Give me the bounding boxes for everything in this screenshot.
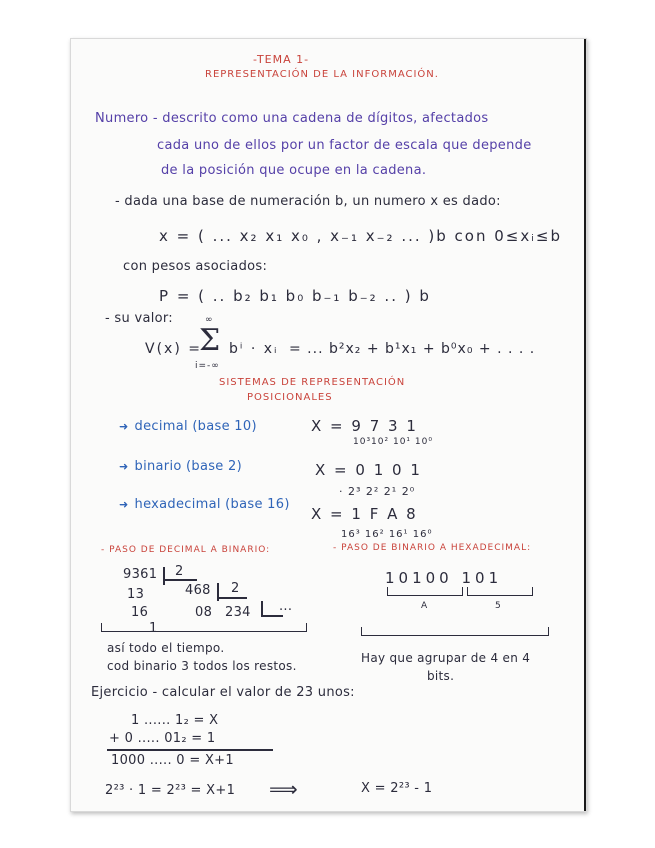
division-bar — [217, 597, 247, 599]
division-bar — [261, 615, 283, 617]
value-label: - su valor: — [105, 311, 173, 326]
system-label: decimal (base 10) — [134, 419, 257, 434]
bin-hex-note: Hay que agrupar de 4 en 4 — [361, 651, 531, 665]
dec-bin-title: - PASO DE DECIMAL A BINARIO: — [101, 545, 271, 555]
exercise-line: + 0 ..... 01₂ = 1 — [109, 731, 216, 746]
division-remainder: 08 — [195, 605, 213, 620]
page-title: -TEMA 1- — [253, 53, 310, 66]
system-weights: · 2³ 2² 2¹ 2⁰ — [339, 485, 416, 498]
system-example: X = 0 1 0 1 — [315, 461, 422, 479]
weights-label: con pesos asociados: — [123, 259, 268, 274]
division-dots: ... — [279, 599, 293, 614]
value-formula-lhs: V(x) = — [145, 341, 202, 357]
exercise-final: 2²³ · 1 = 2²³ = X+1 — [105, 783, 236, 798]
system-item — [119, 497, 290, 512]
binary-digits: 10100 101 — [385, 569, 503, 587]
x-formula: x = ( ... x₂ x₁ x₀ , x₋₁ x₋₂ ... )b con 0≤xᵢ≤b — [159, 227, 563, 245]
system-item — [119, 419, 257, 434]
sigma-icon: Σ — [199, 323, 221, 358]
system-weights: 10³10² 10¹ 10⁰ — [353, 437, 433, 447]
arrow-right-icon: ➜ — [119, 460, 129, 473]
exercise-line: 1000 ..... 0 = X+1 — [111, 753, 234, 768]
exercise-title: Ejercicio - calcular el valor de 23 unos: — [91, 685, 355, 700]
bin-hex-title: - PASO DE BINARIO A HEXADECIMAL: — [333, 543, 532, 553]
division-quotient: 468 — [185, 583, 211, 598]
system-label: hexadecimal (base 16) — [134, 497, 290, 512]
page-subtitle: REPRESENTACIÓN DE LA INFORMACIÓN. — [205, 69, 439, 80]
group-label: 5 — [495, 601, 502, 611]
page-edge — [584, 39, 586, 811]
system-item — [119, 459, 242, 474]
definition-line: cada uno de ellos por un factor de escala que depende — [157, 138, 532, 153]
sigma-bottom: i=-∞ — [195, 361, 220, 371]
notebook-page — [70, 38, 587, 812]
division-divisor: 2 — [231, 581, 240, 596]
division-line: 1 — [149, 621, 158, 636]
implies-arrow-icon: ⟹ — [269, 777, 298, 801]
division-bar — [163, 567, 165, 585]
definition-line: de la posición que ocupe en la cadena. — [161, 163, 427, 178]
exercise-result: X = 2²³ - 1 — [361, 781, 433, 796]
p-formula: P = ( .. b₂ b₁ b₀ b₋₁ b₋₂ .. ) b — [159, 287, 431, 305]
group-bracket — [467, 587, 533, 596]
system-weights: 16³ 16² 16¹ 16⁰ — [341, 529, 433, 540]
division-quotient: 234 — [225, 605, 251, 620]
base-statement: - dada una base de numeración b, un numero x es dado: — [115, 194, 501, 209]
arrow-right-icon: ➜ — [119, 498, 129, 511]
division-divisor: 2 — [175, 564, 184, 579]
dec-bin-note: cod binario 3 todos los restos. — [107, 659, 297, 673]
system-example: X = 9 7 3 1 — [311, 417, 418, 435]
group-bracket — [387, 587, 463, 596]
division-dividend: 9361 — [123, 567, 158, 582]
group-bracket — [361, 627, 549, 636]
system-example: X = 1 F A 8 — [311, 505, 418, 523]
division-line: 16 — [131, 605, 149, 620]
exercise-line: 1 ...... 1₂ = X — [131, 713, 219, 728]
value-formula-term: bⁱ · xᵢ — [229, 341, 279, 357]
system-label: binario (base 2) — [134, 459, 242, 474]
systems-title: POSICIONALES — [247, 392, 333, 403]
remainder-bracket — [101, 623, 307, 632]
systems-title: SISTEMAS DE REPRESENTACIÓN — [219, 377, 406, 388]
division-line: 13 — [127, 587, 145, 602]
definition-line: Numero - descrito como una cadena de dígitos, afectados — [95, 111, 489, 126]
dec-bin-note: así todo el tiempo. — [107, 641, 225, 655]
arrow-right-icon: ➜ — [119, 420, 129, 433]
division-bar — [163, 579, 197, 581]
group-label: A — [421, 601, 429, 611]
value-formula-rhs: = ... b²x₂ + b¹x₁ + b⁰x₀ + . . . . — [289, 341, 536, 357]
sigma-top: ∞ — [205, 315, 214, 325]
sum-rule — [107, 749, 273, 751]
bin-hex-note: bits. — [427, 669, 455, 683]
